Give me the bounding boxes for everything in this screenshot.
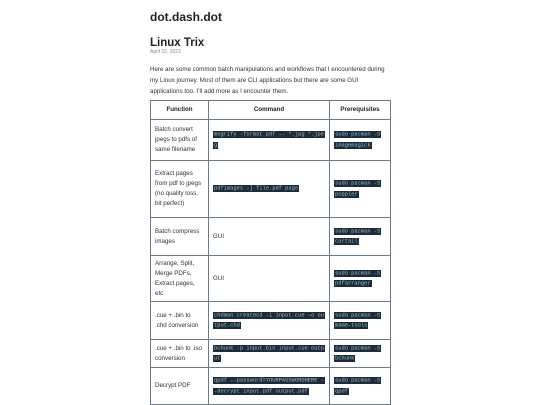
prereq-code: sudo pacman -S qpdf: [335, 377, 381, 394]
command-code: pdfimages -j file.pdf page: [214, 185, 299, 192]
function-cell: Decrypt PDF: [151, 368, 209, 405]
function-cell: Batch convert jpegs to pdfs of same filename: [151, 120, 209, 161]
prereq-code: sudo pacman -S poppler: [335, 180, 381, 197]
prereq-code: sudo pacman -S curtail: [335, 228, 381, 245]
command-cell: [209, 120, 330, 161]
table-row: [151, 302, 391, 340]
command-code: qpdf --password=YOURPASSWORDHERE --decrypt input.pdf output.pdf: [214, 377, 324, 394]
site-title[interactable]: dot.dash.dot: [150, 10, 222, 24]
command-cell: GUI: [209, 256, 330, 302]
prereq-code: sudo pacman -S pdfarranger: [335, 270, 381, 287]
post-intro: Here are some common batch manipulations and workflows that I encountered during my Linux journey. Most of them are CLI applications but there are some GUI applications too. I’ll add more as I encounter them.: [150, 66, 385, 95]
command-code: mogrify -format pdf -- *.jpg *.jpeg: [214, 131, 324, 148]
post-title: Linux Trix: [150, 37, 205, 49]
command-code: bchunk -p input.bin input.cue output: [214, 345, 324, 362]
header-prerequisites: Prerequisites: [330, 101, 391, 120]
function-cell: Batch compress images: [151, 218, 209, 256]
post-date: April 22, 2023: [150, 49, 181, 55]
function-cell: .cue + .bin to .chd conversion: [151, 302, 209, 340]
command-cell: GUI: [209, 218, 330, 256]
table-row: [151, 120, 391, 161]
prereq-cell: [330, 340, 391, 368]
command-cell: [209, 161, 330, 218]
prereq-code: sudo pacman -S imagemagick: [335, 131, 381, 148]
table-row: [151, 340, 391, 368]
table-header-row: [151, 101, 391, 120]
command-cell: [209, 368, 330, 405]
prereq-cell: [330, 218, 391, 256]
function-cell: Extract pages from pdf to jpegs (no quality loss, bit perfect): [151, 161, 209, 218]
header-function: Function: [151, 101, 209, 120]
function-cell: Arrange, Split, Merge PDFs, Extract pages, etc: [151, 256, 209, 302]
prereq-cell: [330, 161, 391, 218]
command-cell: [209, 340, 330, 368]
tricks-table: [150, 100, 391, 405]
prereq-code: sudo pacman -S bchunk: [335, 345, 381, 362]
table-row: [151, 256, 391, 302]
table-row: [151, 161, 391, 218]
prereq-code: sudo pacman -S mame-tools: [335, 312, 381, 329]
prereq-cell: [330, 302, 391, 340]
function-cell: .cue + .bin to .iso conversion: [151, 340, 209, 368]
table-row: [151, 368, 391, 405]
command-cell: [209, 302, 330, 340]
prereq-cell: [330, 368, 391, 405]
prereq-cell: [330, 120, 391, 161]
prereq-cell: [330, 256, 391, 302]
command-code: chdman createcd -i input.cue -o output.chd: [214, 312, 324, 329]
header-command: Command: [209, 101, 330, 120]
table-row: [151, 218, 391, 256]
